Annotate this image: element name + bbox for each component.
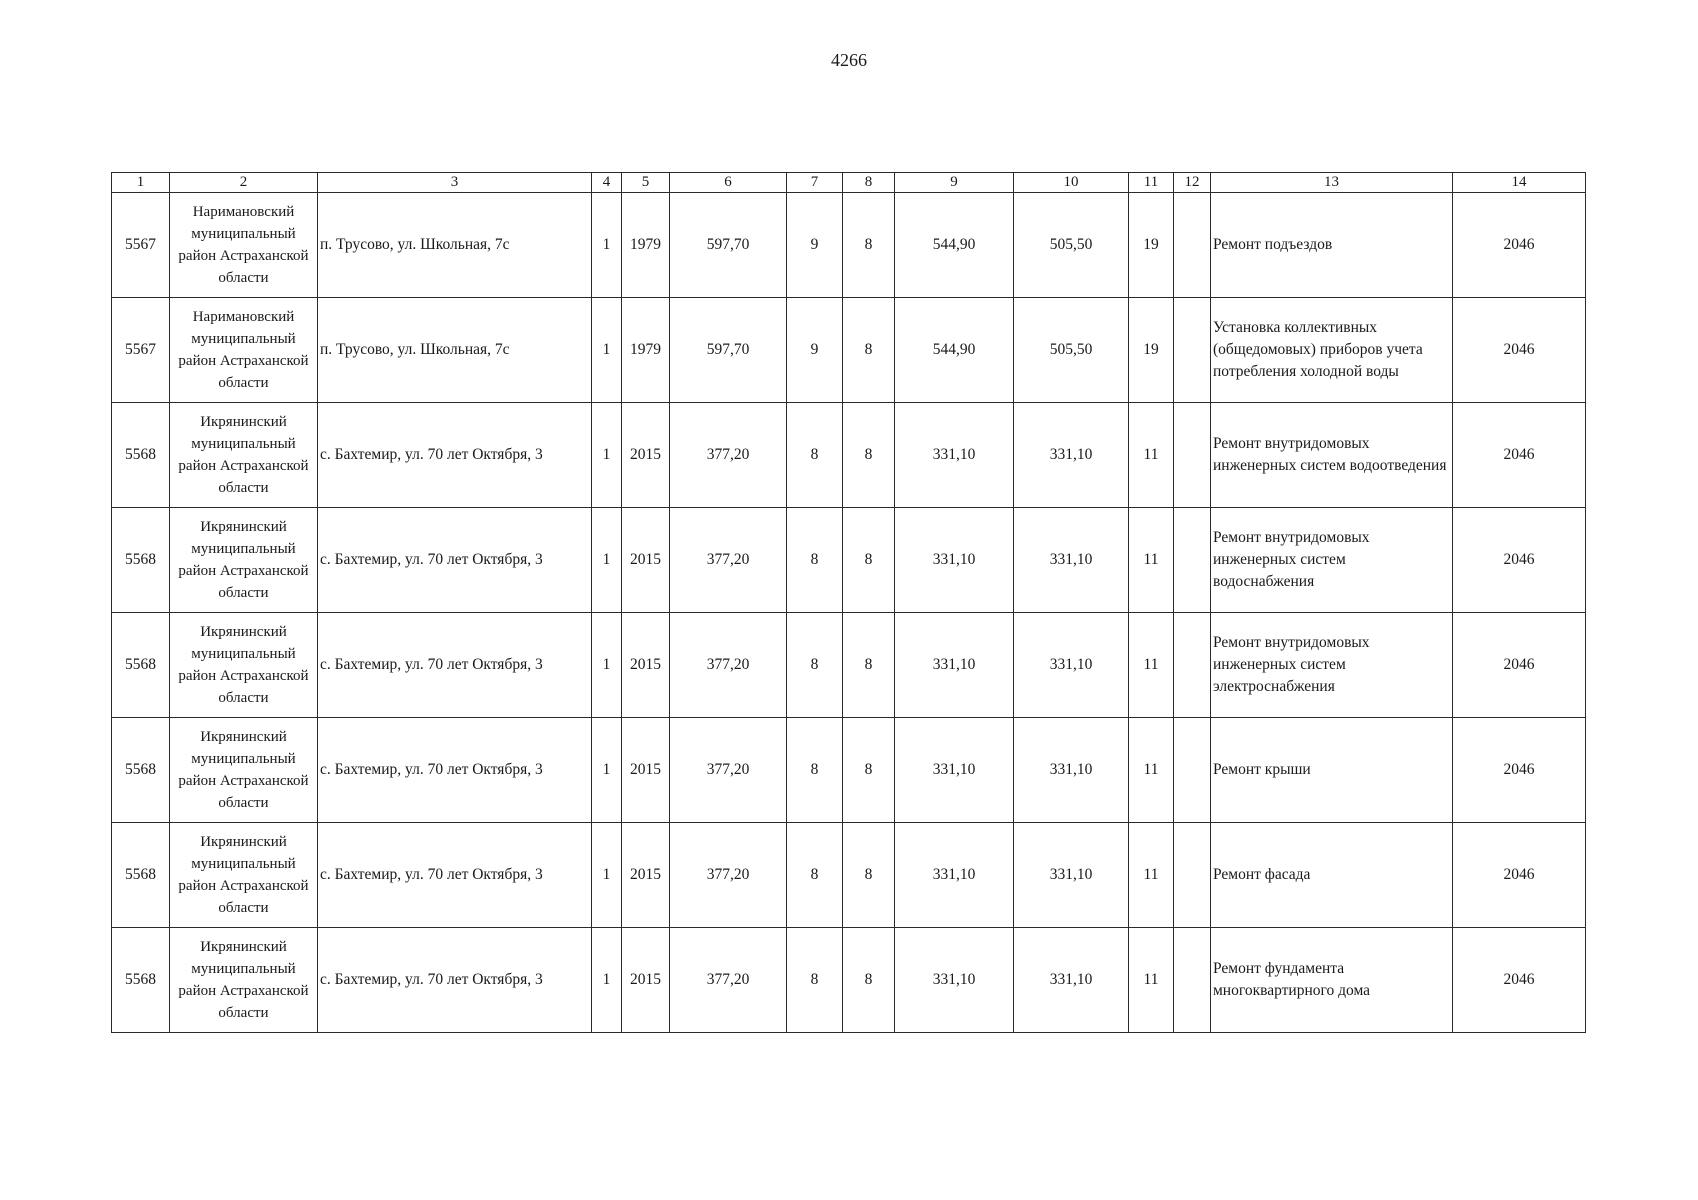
row-number-cell: 5567 (112, 193, 170, 298)
table-row (112, 823, 1586, 928)
row-number-cell: 5567 (112, 298, 170, 403)
column-header: 8 (843, 173, 895, 193)
table-row (112, 508, 1586, 613)
column-header: 11 (1129, 173, 1174, 193)
municipality-cell: Икрянинский муниципальный район Астраханской области (170, 508, 318, 613)
address-cell: п. Трусово, ул. Школьная, 7с (318, 193, 592, 298)
cell-8-cell: 8 (843, 508, 895, 613)
work-type-cell: Установка коллективных (общедомовых) приборов учета потребления холодной воды (1211, 298, 1453, 403)
plan-year-cell: 2046 (1453, 298, 1586, 403)
area-living-cell: 331,10 (895, 718, 1014, 823)
page-number: 4266 (831, 50, 867, 70)
cell-4-cell: 1 (592, 193, 622, 298)
column-header: 4 (592, 173, 622, 193)
cell-7-cell: 8 (787, 718, 843, 823)
work-type-cell: Ремонт крыши (1211, 718, 1453, 823)
area-living-cell: 544,90 (895, 193, 1014, 298)
cell-12-cell (1174, 298, 1211, 403)
cell-12-cell (1174, 613, 1211, 718)
column-header: 9 (895, 173, 1014, 193)
cell-4-cell: 1 (592, 823, 622, 928)
row-number-cell: 5568 (112, 718, 170, 823)
column-header: 13 (1211, 173, 1453, 193)
plan-year-cell: 2046 (1453, 928, 1586, 1033)
table-row (112, 193, 1586, 298)
municipality-cell: Икрянинский муниципальный район Астраханской области (170, 613, 318, 718)
municipality-cell: Икрянинский муниципальный район Астраханской области (170, 718, 318, 823)
plan-year-cell: 2046 (1453, 823, 1586, 928)
residents-cell: 11 (1129, 718, 1174, 823)
registry-table (111, 172, 1586, 1033)
header-row (112, 173, 1586, 193)
row-number-cell: 5568 (112, 823, 170, 928)
row-number-cell: 5568 (112, 403, 170, 508)
area-total-cell: 377,20 (670, 508, 787, 613)
year-cell: 1979 (622, 298, 670, 403)
cell-12-cell (1174, 403, 1211, 508)
cell-8-cell: 8 (843, 298, 895, 403)
column-header: 7 (787, 173, 843, 193)
cell-12-cell (1174, 823, 1211, 928)
table-row (112, 298, 1586, 403)
area-total-cell: 597,70 (670, 193, 787, 298)
area-living-cell: 331,10 (895, 403, 1014, 508)
plan-year-cell: 2046 (1453, 613, 1586, 718)
cell-4-cell: 1 (592, 508, 622, 613)
area-residential-cell: 331,10 (1014, 613, 1129, 718)
area-residential-cell: 331,10 (1014, 718, 1129, 823)
address-cell: п. Трусово, ул. Школьная, 7с (318, 298, 592, 403)
row-number-cell: 5568 (112, 508, 170, 613)
address-cell: с. Бахтемир, ул. 70 лет Октября, 3 (318, 613, 592, 718)
area-living-cell: 331,10 (895, 928, 1014, 1033)
area-total-cell: 597,70 (670, 298, 787, 403)
area-residential-cell: 331,10 (1014, 823, 1129, 928)
residents-cell: 11 (1129, 823, 1174, 928)
area-living-cell: 331,10 (895, 508, 1014, 613)
municipality-cell: Икрянинский муниципальный район Астраханской области (170, 403, 318, 508)
table-body (112, 193, 1586, 1033)
table-row (112, 718, 1586, 823)
row-number-cell: 5568 (112, 613, 170, 718)
area-residential-cell: 331,10 (1014, 928, 1129, 1033)
year-cell: 2015 (622, 823, 670, 928)
cell-7-cell: 8 (787, 403, 843, 508)
cell-8-cell: 8 (843, 823, 895, 928)
year-cell: 2015 (622, 508, 670, 613)
cell-4-cell: 1 (592, 613, 622, 718)
address-cell: с. Бахтемир, ул. 70 лет Октября, 3 (318, 823, 592, 928)
area-total-cell: 377,20 (670, 718, 787, 823)
cell-7-cell: 8 (787, 823, 843, 928)
year-cell: 2015 (622, 613, 670, 718)
column-header: 2 (170, 173, 318, 193)
column-header: 10 (1014, 173, 1129, 193)
address-cell: с. Бахтемир, ул. 70 лет Октября, 3 (318, 718, 592, 823)
area-total-cell: 377,20 (670, 613, 787, 718)
year-cell: 2015 (622, 928, 670, 1033)
year-cell: 2015 (622, 718, 670, 823)
address-cell: с. Бахтемир, ул. 70 лет Октября, 3 (318, 928, 592, 1033)
cell-8-cell: 8 (843, 928, 895, 1033)
area-residential-cell: 331,10 (1014, 403, 1129, 508)
column-header: 5 (622, 173, 670, 193)
area-residential-cell: 331,10 (1014, 508, 1129, 613)
work-type-cell: Ремонт фасада (1211, 823, 1453, 928)
residents-cell: 11 (1129, 928, 1174, 1033)
area-residential-cell: 505,50 (1014, 298, 1129, 403)
plan-year-cell: 2046 (1453, 718, 1586, 823)
cell-8-cell: 8 (843, 718, 895, 823)
work-type-cell: Ремонт внутридомовых инженерных систем водоотведения (1211, 403, 1453, 508)
work-type-cell: Ремонт внутридомовых инженерных систем электроснабжения (1211, 613, 1453, 718)
plan-year-cell: 2046 (1453, 403, 1586, 508)
municipality-cell: Наримановский муниципальный район Астраханской области (170, 298, 318, 403)
row-number-cell: 5568 (112, 928, 170, 1033)
cell-12-cell (1174, 718, 1211, 823)
cell-7-cell: 8 (787, 928, 843, 1033)
cell-7-cell: 8 (787, 508, 843, 613)
table-row (112, 928, 1586, 1033)
cell-7-cell: 8 (787, 613, 843, 718)
municipality-cell: Икрянинский муниципальный район Астраханской области (170, 928, 318, 1033)
column-header: 6 (670, 173, 787, 193)
municipality-cell: Наримановский муниципальный район Астраханской области (170, 193, 318, 298)
cell-4-cell: 1 (592, 403, 622, 508)
residents-cell: 19 (1129, 193, 1174, 298)
column-header: 1 (112, 173, 170, 193)
residents-cell: 11 (1129, 403, 1174, 508)
area-living-cell: 544,90 (895, 298, 1014, 403)
work-type-cell: Ремонт внутридомовых инженерных систем водоснабжения (1211, 508, 1453, 613)
table-row (112, 403, 1586, 508)
table-row (112, 613, 1586, 718)
cell-12-cell (1174, 508, 1211, 613)
cell-8-cell: 8 (843, 193, 895, 298)
work-type-cell: Ремонт фундамента многоквартирного дома (1211, 928, 1453, 1033)
year-cell: 2015 (622, 403, 670, 508)
column-header: 14 (1453, 173, 1586, 193)
residents-cell: 11 (1129, 613, 1174, 718)
column-header: 3 (318, 173, 592, 193)
cell-7-cell: 9 (787, 193, 843, 298)
area-total-cell: 377,20 (670, 403, 787, 508)
cell-4-cell: 1 (592, 718, 622, 823)
area-residential-cell: 505,50 (1014, 193, 1129, 298)
area-living-cell: 331,10 (895, 613, 1014, 718)
cell-12-cell (1174, 928, 1211, 1033)
residents-cell: 11 (1129, 508, 1174, 613)
address-cell: с. Бахтемир, ул. 70 лет Октября, 3 (318, 508, 592, 613)
area-total-cell: 377,20 (670, 823, 787, 928)
address-cell: с. Бахтемир, ул. 70 лет Октября, 3 (318, 403, 592, 508)
cell-7-cell: 9 (787, 298, 843, 403)
cell-4-cell: 1 (592, 928, 622, 1033)
work-type-cell: Ремонт подъездов (1211, 193, 1453, 298)
municipality-cell: Икрянинский муниципальный район Астраханской области (170, 823, 318, 928)
cell-8-cell: 8 (843, 613, 895, 718)
column-header: 12 (1174, 173, 1211, 193)
year-cell: 1979 (622, 193, 670, 298)
area-total-cell: 377,20 (670, 928, 787, 1033)
area-living-cell: 331,10 (895, 823, 1014, 928)
cell-4-cell: 1 (592, 298, 622, 403)
plan-year-cell: 2046 (1453, 193, 1586, 298)
cell-12-cell (1174, 193, 1211, 298)
cell-8-cell: 8 (843, 403, 895, 508)
residents-cell: 19 (1129, 298, 1174, 403)
plan-year-cell: 2046 (1453, 508, 1586, 613)
